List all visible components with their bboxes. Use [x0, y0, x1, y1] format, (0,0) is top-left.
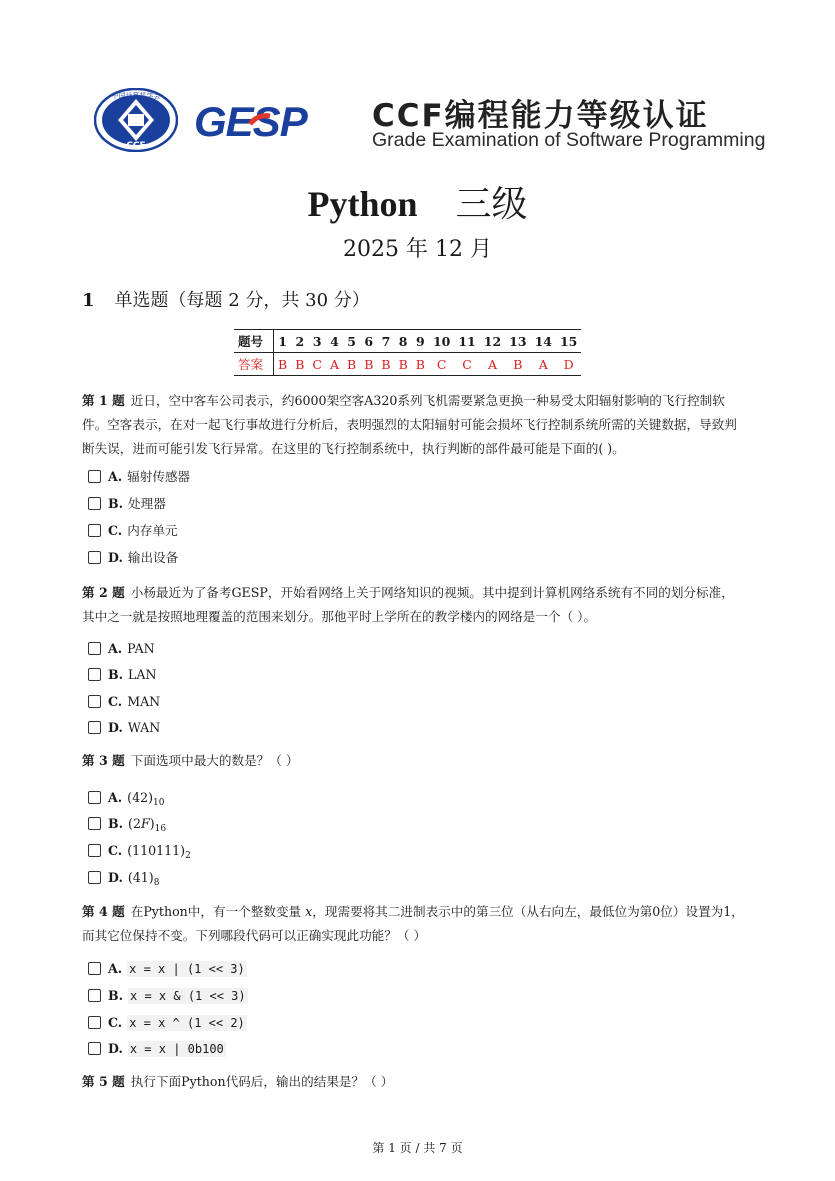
- checkbox-icon[interactable]: [88, 817, 101, 830]
- question-3-option-a[interactable]: A. $(42)_{10}$: [88, 790, 164, 806]
- question-3-option-b[interactable]: B. $(2F)_{16}$: [88, 816, 166, 832]
- question-4: [82, 900, 746, 948]
- option-value: (41): [127, 870, 154, 885]
- option-value: (110111): [127, 843, 186, 858]
- answer-cell: B: [395, 353, 412, 376]
- question-number-cell: 7: [377, 330, 394, 353]
- question-3-option-c[interactable]: C. $(110111)_2$: [88, 843, 191, 859]
- checkbox-icon[interactable]: [88, 551, 101, 564]
- exam-header: [94, 88, 766, 160]
- question-variable: x: [305, 904, 313, 919]
- answer-cell: A: [531, 353, 556, 376]
- section-number: 1: [82, 290, 95, 311]
- checkbox-icon[interactable]: [88, 871, 101, 884]
- answer-table-header-row: [234, 330, 581, 353]
- answer-cell: B: [505, 353, 530, 376]
- option-value-prefix: (2: [128, 816, 141, 831]
- answer-cell: C: [429, 353, 454, 376]
- question-text-post: ，现需要将其二进制表示中的第三位（从右向左，最低位为第0位）设置为1，而其它位保持不变。下列哪段代码可以正确实现此功能？（ ）: [82, 904, 744, 943]
- question-text: 小杨最近为了备考GESP，开始看网络上关于网络知识的视频。其中提到计算机网络系统有不同的划分标准，其中之一就是按照地理覆盖的范围来划分。那他平时上学所在的教学楼内的网络是一个（ ）。: [82, 585, 734, 624]
- option-base: 8: [153, 878, 160, 888]
- option-text: 内存单元: [127, 523, 178, 538]
- checkbox-icon[interactable]: [88, 524, 101, 537]
- question-number-label: 题号: [234, 330, 274, 353]
- question-text: 下面选项中最大的数是？（ ）: [130, 753, 299, 768]
- answer-table: [234, 329, 581, 376]
- question-number-cell: 14: [531, 330, 556, 353]
- answer-cell: A: [326, 353, 343, 376]
- option-code: x = x | 0b100: [129, 1042, 224, 1056]
- option-base: 16: [154, 824, 167, 834]
- question-2-option-d[interactable]: D. WAN: [88, 720, 160, 736]
- question-4-option-b[interactable]: B. x = x & (1 << 3): [88, 988, 248, 1004]
- question-2-option-b[interactable]: B. LAN: [88, 667, 157, 683]
- exam-title: [0, 176, 835, 227]
- question-4-option-a[interactable]: A. x = x | (1 << 3): [88, 961, 247, 977]
- option-base: 2: [185, 851, 191, 861]
- question-text-pre: 在Python中，有一个整数变量: [130, 904, 306, 919]
- question-number-cell: 2: [291, 330, 308, 353]
- checkbox-icon[interactable]: [88, 721, 101, 734]
- option-code: x = x & (1 << 3): [130, 989, 246, 1003]
- ccf-logo-bottom-text: CCF: [126, 141, 146, 151]
- page-footer: 第 1 页 / 共 7 页: [372, 1141, 463, 1155]
- answer-label: 答案: [234, 353, 274, 376]
- answer-table-answer-row: [234, 353, 581, 376]
- option-value-variable: F: [140, 816, 150, 831]
- gesp-logo-icon: [192, 100, 346, 142]
- option-text: WAN: [127, 720, 161, 735]
- question-number-cell: 13: [505, 330, 530, 353]
- question-2: [82, 581, 746, 629]
- answer-cell: B: [291, 353, 308, 376]
- ccf-logo-icon: [94, 88, 178, 152]
- option-text: 输出设备: [127, 550, 179, 565]
- question-3-option-d[interactable]: D. $(41)_8$: [88, 870, 159, 886]
- question-number-cell: 11: [454, 330, 479, 353]
- option-text: MAN: [127, 694, 161, 709]
- answer-cell: C: [308, 353, 326, 376]
- question-number-cell: 5: [343, 330, 360, 353]
- checkbox-icon[interactable]: [88, 844, 101, 857]
- checkbox-icon[interactable]: [88, 1042, 101, 1055]
- checkbox-icon[interactable]: [88, 497, 101, 510]
- question-label: 第 3 题: [82, 753, 125, 768]
- exam-date: 2025 年 12 月: [343, 237, 492, 262]
- option-value: (42): [127, 790, 154, 805]
- answer-cell: B: [274, 353, 292, 376]
- question-label: 第 5 题: [82, 1074, 125, 1089]
- option-code: x = x ^ (1 << 2): [129, 1016, 245, 1030]
- checkbox-icon[interactable]: [88, 642, 101, 655]
- answer-cell: B: [412, 353, 429, 376]
- certification-title: CCF编程能力等级认证: [372, 98, 709, 134]
- question-number-cell: 1: [274, 330, 292, 353]
- answer-cell: A: [480, 353, 505, 376]
- option-code: x = x | (1 << 3): [129, 962, 245, 976]
- checkbox-icon[interactable]: [88, 791, 101, 804]
- question-number-cell: 9: [412, 330, 429, 353]
- section-title: 单选题（每题 2 分，共 30 分）: [114, 290, 370, 311]
- option-text: PAN: [127, 641, 155, 656]
- question-4-option-d[interactable]: D. x = x | 0b100: [88, 1041, 226, 1057]
- option-value-suffix: ): [149, 816, 155, 831]
- certification-subtitle: Grade Examination of Software Programming: [372, 129, 766, 151]
- question-label: 第 4 题: [82, 904, 125, 919]
- question-number-cell: 6: [360, 330, 377, 353]
- option-text: 处理器: [128, 496, 166, 511]
- question-number-cell: 8: [395, 330, 412, 353]
- answer-cell: B: [343, 353, 360, 376]
- question-1-option-a[interactable]: A. 辐射传感器: [88, 469, 190, 485]
- question-text: 近日，空中客车公司表示，约6000架空客A320系列飞机需要紧急更换一种易受太阳辐射影响的飞行控制软件。空客表示，在对一起飞行事故进行分析后，表明强烈的太阳辐射可能会损坏飞行控制系统所需的关键数据，导致判断失误，进而可能引发飞行异常。在这里的飞行控制系统中，执行判断的部件最可能是下面的( )。: [82, 393, 737, 456]
- exam-language: Python: [307, 184, 418, 224]
- exam-level: 三级: [455, 184, 528, 225]
- question-number-cell: 4: [326, 330, 343, 353]
- question-1-option-d[interactable]: D. 输出设备: [88, 550, 178, 566]
- option-text: LAN: [128, 667, 157, 682]
- answer-cell: B: [360, 353, 377, 376]
- question-label: 第 2 题: [82, 585, 125, 600]
- question-1: [82, 389, 746, 461]
- checkbox-icon[interactable]: [88, 1016, 101, 1029]
- answer-cell: C: [454, 353, 479, 376]
- question-5: [82, 1070, 746, 1094]
- answer-cell: D: [556, 353, 581, 376]
- ccf-logo-top-text: 中国计算机学会: [111, 92, 161, 100]
- option-text: 辐射传感器: [127, 469, 191, 484]
- question-2-option-c[interactable]: C. MAN: [88, 694, 160, 710]
- answer-cell: B: [377, 353, 394, 376]
- section-heading: [82, 286, 370, 312]
- checkbox-icon[interactable]: [88, 962, 101, 975]
- checkbox-icon[interactable]: [88, 989, 101, 1002]
- question-text: 执行下面Python代码后，输出的结果是？（ ）: [130, 1074, 394, 1089]
- question-number-cell: 12: [480, 330, 505, 353]
- question-label: 第 1 题: [82, 393, 125, 408]
- question-number-cell: 10: [429, 330, 454, 353]
- option-base: 10: [153, 798, 165, 808]
- question-number-cell: 3: [308, 330, 326, 353]
- question-4-option-c[interactable]: C. x = x ^ (1 << 2): [88, 1015, 247, 1031]
- gesp-logo-text: GESP: [194, 100, 307, 142]
- question-1-option-c[interactable]: C. 内存单元: [88, 523, 178, 539]
- question-2-option-a[interactable]: A. PAN: [88, 641, 155, 657]
- checkbox-icon[interactable]: [88, 470, 101, 483]
- checkbox-icon[interactable]: [88, 695, 101, 708]
- checkbox-icon[interactable]: [88, 668, 101, 681]
- question-number-cell: 15: [556, 330, 581, 353]
- question-3: [82, 749, 746, 773]
- question-1-option-b[interactable]: B. 处理器: [88, 496, 166, 512]
